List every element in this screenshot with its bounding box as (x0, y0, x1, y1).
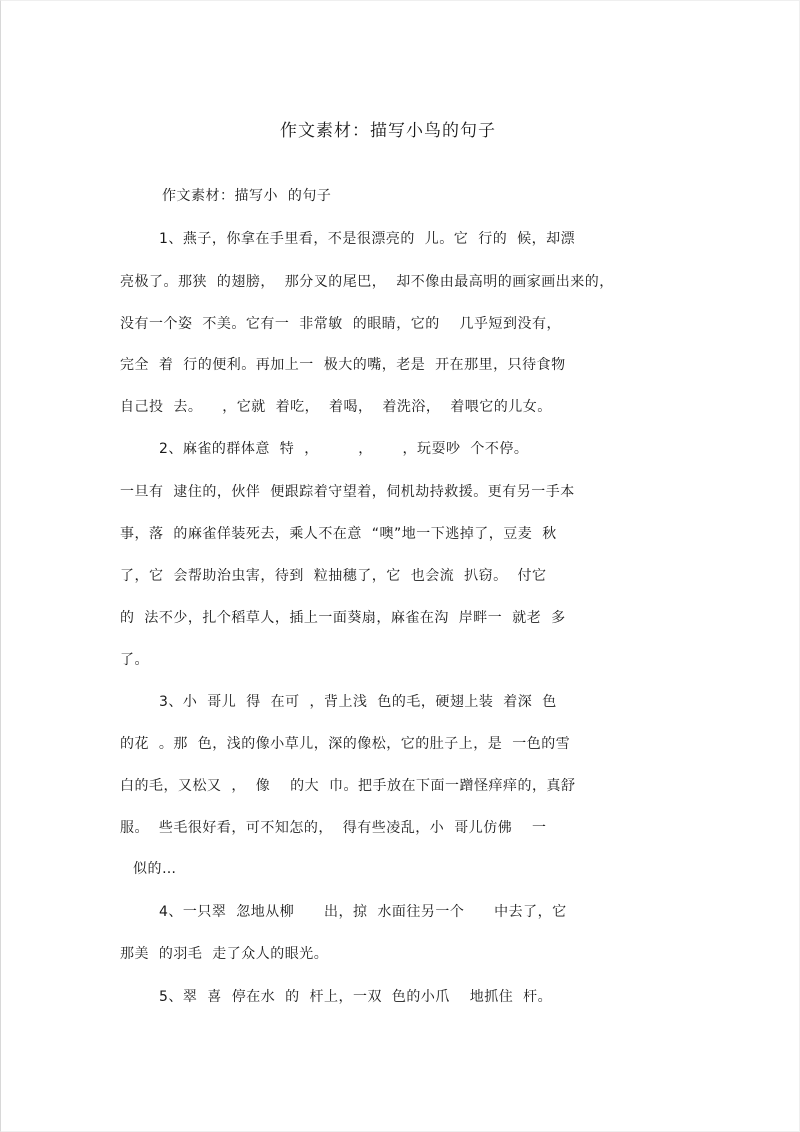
paragraph-line: 事，落 的麻雀佯装死去，乘人不在意 “噢”地一下逃掉了，豆麦 秋 (120, 526, 557, 542)
paragraph-line: 了。 (120, 652, 149, 668)
paragraph-line: 自己投 去。 ，它就 着吃， 着喝， 着洗浴， 着喂它的儿女。 (120, 399, 552, 415)
paragraph-line: 的 法不少，扎个稻草人，插上一面葵扇，麻雀在沟 岸畔一 就老 多 (120, 610, 566, 626)
paragraph-line: 1、燕子，你拿在手里看，不是很漂亮的 儿。它 行的 候，却漂 (159, 231, 576, 247)
paragraph-line: 了，它 会帮助治虫害，待到 粒抽穗了，它 也会流 扒窃。 付它 (120, 568, 547, 584)
section-heading: 作文素材：描写小 的句子 (162, 188, 332, 204)
paragraph-line: 一旦有 逮住的，伙伴 便跟踪着守望着，伺机劫持救援。更有另一手本 (120, 484, 575, 500)
paragraph-line: 没有一个姿 不美。它有一 非常敏 的眼睛，它的 几乎短到没有， (120, 316, 562, 332)
document-title: 作文素材：描写小鸟的句子 (280, 121, 496, 141)
paragraph-line: 那美 的羽毛 走了众人的眼光。 (120, 946, 329, 962)
paragraph-line: 亮极了。那狭 的翅膀， 那分叉的尾巴， 却不像由最高明的画家画出来的， (120, 274, 614, 290)
paragraph-line: 完全 着 行的便利。再加上一 极大的嘴，老是 开在那里，只待食物 (120, 357, 566, 373)
paragraph-line: 3、小 哥儿 得 在可 ，背上浅 色的毛，硬翅上装 着深 色 (159, 694, 557, 710)
paragraph-line: 似的… (133, 861, 177, 877)
paragraph-line: 服。 些毛很好看，可不知怎的， 得有些凌乱，小 哥儿仿佛 一 (120, 820, 547, 836)
paragraph-line: 4、一只翠 忽地从柳 出，掠 水面往另一个 中去了，它 (159, 904, 567, 920)
paragraph-line: 的花 。那 色，浅的像小草儿，深的像松，它的肚子上，是 一色的雪 (120, 736, 571, 752)
paragraph-line: 2、麻雀的群体意 特 ， ， ，玩耍吵 个不停。 (159, 441, 529, 457)
paragraph-line: 白的毛，又松又 ， 像 的大 巾。把手放在下面一蹭怪痒痒的，真舒 (120, 778, 576, 794)
paragraph-line: 5、翠 喜 停在水 的 杆上，一双 色的小爪 地抓住 杆。 (159, 989, 553, 1005)
